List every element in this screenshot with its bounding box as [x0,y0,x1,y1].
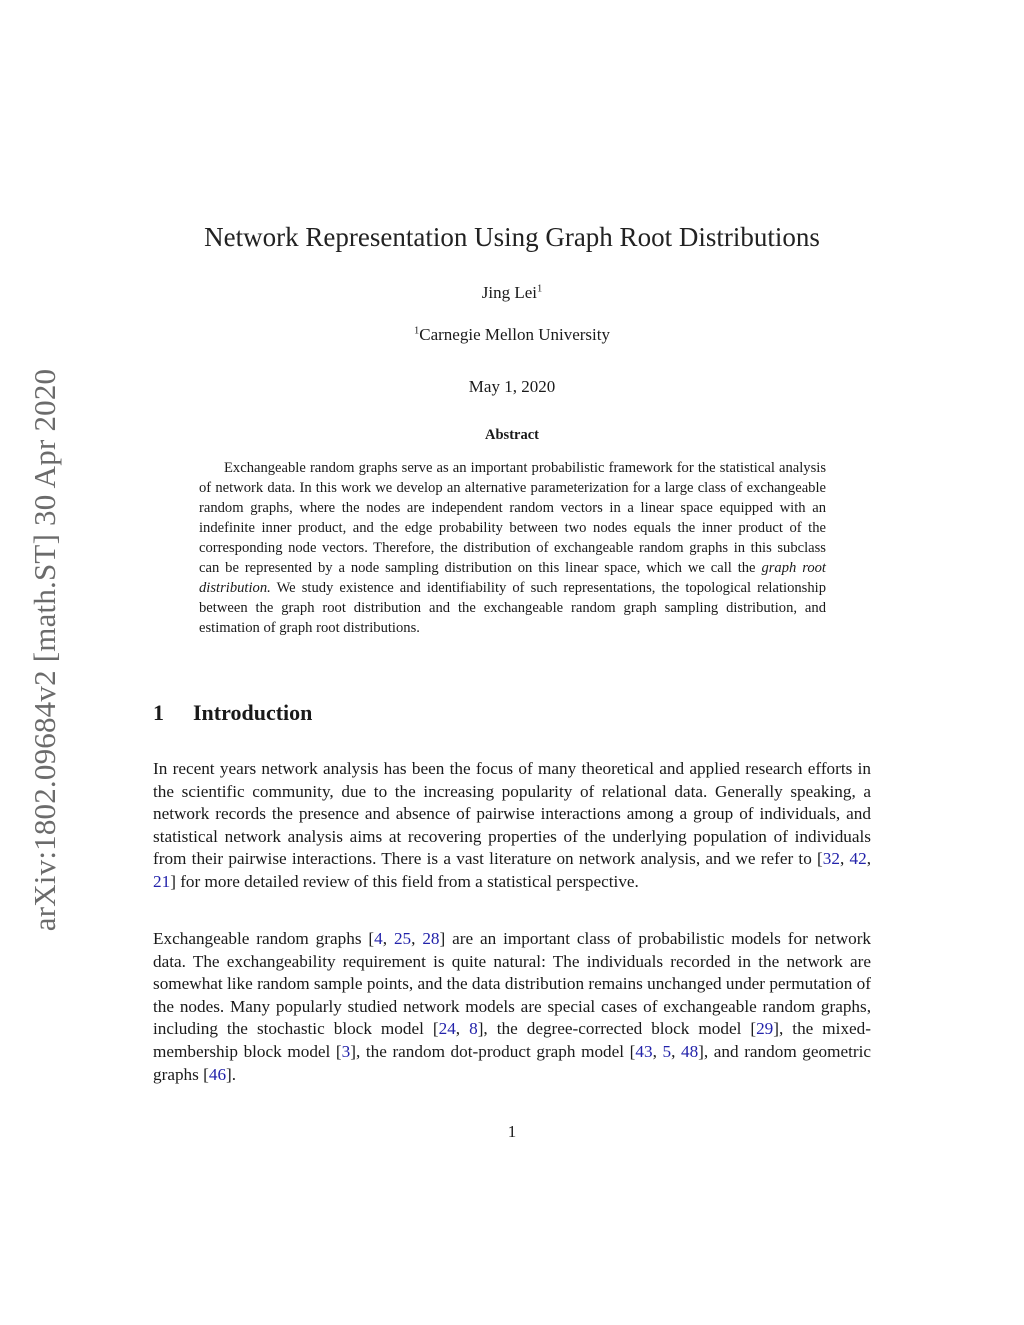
arxiv-identifier: arXiv:1802.09684v2 [math.ST] 30 Apr 2020 [27,368,62,932]
author-name: Jing Lei [481,283,537,302]
section-number: 1 [153,700,164,725]
paragraph-text: ], the mixed-membership block model [ [153,1019,871,1061]
affiliation-mark: 1 [413,325,420,337]
citation-separator: , [866,849,872,869]
intro-paragraph-1 [153,758,871,894]
citation-separator: , [455,1019,470,1039]
intro-paragraph-2 [153,928,871,1086]
paragraph-text: ]. [226,1064,237,1084]
paragraph-text: ] are an important class of probabilistic models for network data. The exchangeability requirement is quite natural: The individuals recorded in the network are somewhat like random sample points, and the data distribution remains unchanged under permutation of the nodes. Many popularly studied network models are special cases of exchangeable random graphs, including the stochastic block model [ [153,929,872,1039]
paragraph-text: ], and random geometric graphs [ [153,1041,872,1084]
paragraph-text: ], the degree-corrected block model [ [477,1019,757,1039]
citation-link[interactable]: 48 [680,1041,699,1061]
citation-link[interactable]: 42 [849,849,867,869]
citation-link[interactable]: 5 [662,1041,672,1061]
abstract-italic-term: graph root distribution. [199,560,826,596]
citation-link[interactable]: 28 [422,929,440,948]
author-line [0,283,1024,303]
citation-link[interactable]: 32 [822,849,840,869]
paragraph-text: ], the random dot-product graph model [ [350,1041,636,1061]
paper-date: May 1, 2020 [468,377,556,396]
citation-link[interactable]: 43 [635,1041,653,1061]
section-title: Introduction [193,700,313,725]
citation-separator: , [671,1041,681,1061]
section-heading [153,700,312,726]
author-affiliation-mark: 1 [536,283,543,295]
paragraph-text: Exchangeable random graphs [ [153,929,375,948]
citation-separator: , [652,1041,663,1061]
citation-link[interactable]: 21 [153,871,171,891]
paragraph-text: ] for more detailed review of this field from a statistical perspective. [170,871,639,891]
abstract-heading: Abstract [485,427,539,443]
citation-link[interactable]: 8 [469,1019,478,1039]
citation-link[interactable]: 4 [374,929,383,948]
citation-separator: , [839,849,850,869]
abstract-text-part: Exchangeable random graphs serve as an important probabilistic framework for the statistical analysis of network data. In this work we develop an alternative parameterization for a large class of exchangeable random graphs, where the nodes are independent random vectors in a linear space equipped with an indefinite inner product, and the edge probability between two nodes equals the inner product of the corresponding node vectors. Therefore, the distribution of exchangeable random graphs in this subclass can be represented by a node sampling distribution on this linear space, which we call the [199,460,826,576]
citation-link[interactable]: 3 [341,1041,351,1061]
citation-separator: , [382,929,394,948]
abstract-text-part: We study existence and identifiability of such representations, the topological relationship between the graph root distribution and the exchangeable random graph sampling distribution, and estimation of graph root distributions. [199,580,826,636]
paper-title: Network Representation Using Graph Root Distributions [204,222,820,252]
affiliation-name: Carnegie Mellon University [419,325,610,344]
citation-separator: , [411,929,423,948]
citation-link[interactable]: 25 [393,929,412,948]
citation-link[interactable]: 24 [438,1019,456,1039]
citation-link[interactable]: 46 [208,1064,227,1084]
affiliation-line [0,325,1024,345]
page-number: 1 [507,1122,517,1141]
citation-link[interactable]: 29 [756,1019,774,1039]
abstract-text [199,458,826,638]
paragraph-text: In recent years network analysis has been the focus of many theoretical and applied research efforts in the scientific community, due to the increasing popularity of relational data. Generally speaking, a network records the presence and absence of pairwise interactions among a group of individuals, and statistical network analysis aims at recovering properties of the underlying population of individuals from their pairwise interactions. There is a vast literature on network analysis, and we refer to [ [153,759,871,869]
